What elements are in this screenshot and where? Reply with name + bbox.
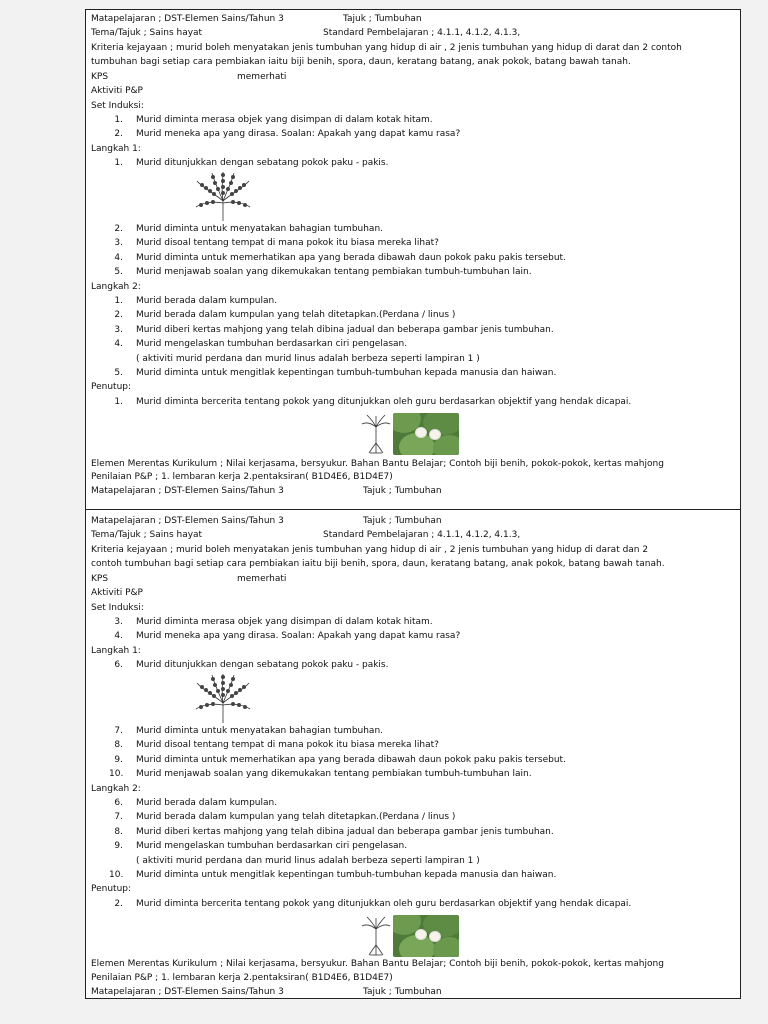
step2-heading: Langkah 2:	[91, 784, 141, 794]
item-text: Murid disoal tentang tempat di mana pokok itu biasa mereka lihat?	[136, 740, 439, 750]
footer-subject-text: Matapelajaran ; DST-Elemen Sains/Tahun 3	[91, 987, 284, 997]
elements-line: Elemen Merentas Kurikulum ; Nilai kerjasama, bersyukur. Bahan Bantu Belajar; Contoh biji benih, pokok-pokok, kertas mahjong	[91, 459, 664, 469]
item-text: Murid diminta untuk memerhatikan apa yang berada dibawah daun pokok paku pakis tersebut.	[136, 755, 566, 765]
induction-heading: Set Induksi:	[91, 603, 144, 613]
item-text: Murid diminta bercerita tentang pokok yang ditunjukkan oleh guru berdasarkan objektif yang hendak dicapai.	[136, 899, 632, 909]
footer-subject-text: Matapelajaran ; DST-Elemen Sains/Tahun 3	[91, 486, 284, 496]
item-number: 4.	[114, 631, 123, 641]
item-text: Murid disoal tentang tempat di mana pokok itu biasa mereka lihat?	[136, 238, 439, 248]
closing-heading: Penutup:	[91, 884, 132, 894]
closing-heading: Penutup:	[91, 382, 132, 392]
step2-heading: Langkah 2:	[91, 282, 141, 292]
item-text: Murid berada dalam kumpulan yang telah ditetapkan.(Perdana / linus )	[136, 812, 456, 822]
item-text: Murid ditunjukkan dengan sebatang pokok paku - pakis.	[136, 660, 389, 670]
item-text: Murid menjawab soalan yang dikemukakan tentang pembiakan tumbuh-tumbuhan lain.	[136, 769, 532, 779]
tree-sketch-image	[361, 915, 391, 957]
item-number: 4.	[114, 339, 123, 349]
item-number: 9.	[114, 755, 123, 765]
elements-line: Elemen Merentas Kurikulum ; Nilai kerjasama, bersyukur. Bahan Bantu Belajar; Contoh biji benih, pokok-pokok, kertas mahjong	[91, 959, 664, 969]
lesson-plan-block-1	[86, 10, 740, 509]
item-text: Murid diminta merasa objek yang disimpan di dalam kotak hitam.	[136, 617, 433, 627]
item-number: 2.	[114, 224, 123, 234]
item-number: 1.	[114, 397, 123, 407]
induction-heading: Set Induksi:	[91, 101, 144, 111]
plant-images	[361, 915, 459, 957]
item-text: Murid berada dalam kumpulan yang telah ditetapkan.(Perdana / linus )	[136, 310, 456, 320]
item-number: 8.	[114, 827, 123, 837]
criteria-line-1: Kriteria kejayaan ; murid boleh menyatakan jenis tumbuhan yang hidup di air , 2 jenis tumbuhan yang hidup di darat dan 2	[91, 545, 649, 555]
item-number: 6.	[114, 798, 123, 808]
item-number: 10.	[109, 769, 124, 779]
topic-text: Tajuk ; Tumbuhan	[363, 516, 442, 526]
tree-sketch-image	[361, 413, 391, 455]
item-number: 1.	[114, 296, 123, 306]
item-text: Murid mengelaskan tumbuhan berdasarkan ciri pengelasan.	[136, 841, 408, 851]
document-page	[85, 9, 741, 999]
footer-topic-text: Tajuk ; Tumbuhan	[363, 987, 442, 997]
kps-label: KPS	[91, 72, 109, 82]
subject-text: Matapelajaran ; DST-Elemen Sains/Tahun 3	[91, 516, 284, 526]
item-text: Murid berada dalam kumpulan.	[136, 296, 278, 306]
item-text: ( aktiviti murid perdana dan murid linus adalah berbeza seperti lampiran 1 )	[136, 354, 480, 364]
item-text: Murid diminta untuk menyatakan bahagian tumbuhan.	[136, 726, 384, 736]
item-number: 9.	[114, 841, 123, 851]
plant-images	[361, 413, 459, 455]
water-lily-image	[393, 915, 459, 957]
item-text: Murid diminta merasa objek yang disimpan di dalam kotak hitam.	[136, 115, 433, 125]
criteria-line-2: tumbuhan bagi setiap cara pembiakan iaitu biji benih, spora, daun, keratang batang, anak pokok, batang bawah tanah.	[91, 57, 631, 67]
item-text: Murid ditunjukkan dengan sebatang pokok paku - pakis.	[136, 158, 389, 168]
item-number: 3.	[114, 617, 123, 627]
item-text: ( aktiviti murid perdana dan murid linus adalah berbeza seperti lampiran 1 )	[136, 856, 480, 866]
item-number: 7.	[114, 726, 123, 736]
theme-text: Tema/Tajuk ; Sains hayat	[91, 530, 203, 540]
standard-text: Standard Pembelajaran ; 4.1.1, 4.1.2, 4.1.3,	[323, 530, 521, 540]
assessment-line: Penilaian P&P ; 1. lembaran kerja 2.pentaksiran( B1D4E6, B1D4E7)	[91, 973, 393, 983]
item-number: 4.	[114, 253, 123, 263]
item-text: Murid mengelaskan tumbuhan berdasarkan ciri pengelasan.	[136, 339, 408, 349]
footer-topic-text: Tajuk ; Tumbuhan	[363, 486, 442, 496]
item-number: 7.	[114, 812, 123, 822]
item-text: Murid diminta bercerita tentang pokok yang ditunjukkan oleh guru berdasarkan objektif yang hendak dicapai.	[136, 397, 632, 407]
lesson-plan-block-2	[86, 509, 740, 999]
criteria-line-2: contoh tumbuhan bagi setiap cara pembiakan iaitu biji benih, spora, daun, keratang batang, anak pokok, batang bawah tanah.	[91, 559, 665, 569]
item-text: Murid menjawab soalan yang dikemukakan tentang pembiakan tumbuh-tumbuhan lain.	[136, 267, 532, 277]
kps-value: memerhati	[237, 72, 287, 82]
water-lily-image	[393, 413, 459, 455]
kps-value: memerhati	[237, 574, 287, 584]
item-text: Murid diberi kertas mahjong yang telah dibina jadual dan beberapa gambar jenis tumbuhan.	[136, 827, 554, 837]
item-text: Murid meneka apa yang dirasa. Soalan: Apakah yang dapat kamu rasa?	[136, 129, 461, 139]
item-text: Murid diminta untuk memerhatikan apa yang berada dibawah daun pokok paku pakis tersebut.	[136, 253, 566, 263]
criteria-line-1: Kriteria kejayaan ; murid boleh menyatakan jenis tumbuhan yang hidup di air , 2 jenis tumbuhan yang hidup di darat dan 2 contoh	[91, 43, 682, 53]
item-number: 2.	[114, 310, 123, 320]
theme-text: Tema/Tajuk ; Sains hayat	[91, 28, 203, 38]
item-text: Murid diminta untuk mengitlak kepentingan tumbuh-tumbuhan kepada manusia dan haiwan.	[136, 368, 557, 378]
item-number: 5.	[114, 267, 123, 277]
fern-image	[194, 171, 252, 223]
item-number: 3.	[114, 325, 123, 335]
activity-heading: Aktiviti P&P	[91, 588, 143, 598]
item-text: Murid meneka apa yang dirasa. Soalan: Apakah yang dapat kamu rasa?	[136, 631, 461, 641]
item-text: Murid berada dalam kumpulan.	[136, 798, 278, 808]
standard-text: Standard Pembelajaran ; 4.1.1, 4.1.2, 4.1.3,	[323, 28, 521, 38]
item-number: 2.	[114, 129, 123, 139]
item-text: Murid diberi kertas mahjong yang telah dibina jadual dan beberapa gambar jenis tumbuhan.	[136, 325, 554, 335]
item-number: 2.	[114, 899, 123, 909]
topic-text: Tajuk ; Tumbuhan	[343, 14, 422, 24]
activity-heading: Aktiviti P&P	[91, 86, 143, 96]
item-number: 1.	[114, 158, 123, 168]
assessment-line: Penilaian P&P ; 1. lembaran kerja 2.pentaksiran( B1D4E6, B1D4E7)	[91, 472, 393, 482]
item-number: 10.	[109, 870, 124, 880]
item-number: 5.	[114, 368, 123, 378]
item-number: 8.	[114, 740, 123, 750]
item-number: 3.	[114, 238, 123, 248]
item-number: 6.	[114, 660, 123, 670]
item-text: Murid diminta untuk menyatakan bahagian tumbuhan.	[136, 224, 384, 234]
fern-image	[194, 673, 252, 725]
item-number: 1.	[114, 115, 123, 125]
step1-heading: Langkah 1:	[91, 144, 141, 154]
kps-label: KPS	[91, 574, 109, 584]
step1-heading: Langkah 1:	[91, 646, 141, 656]
subject-text: Matapelajaran ; DST-Elemen Sains/Tahun 3	[91, 14, 284, 24]
item-text: Murid diminta untuk mengitlak kepentingan tumbuh-tumbuhan kepada manusia dan haiwan.	[136, 870, 557, 880]
